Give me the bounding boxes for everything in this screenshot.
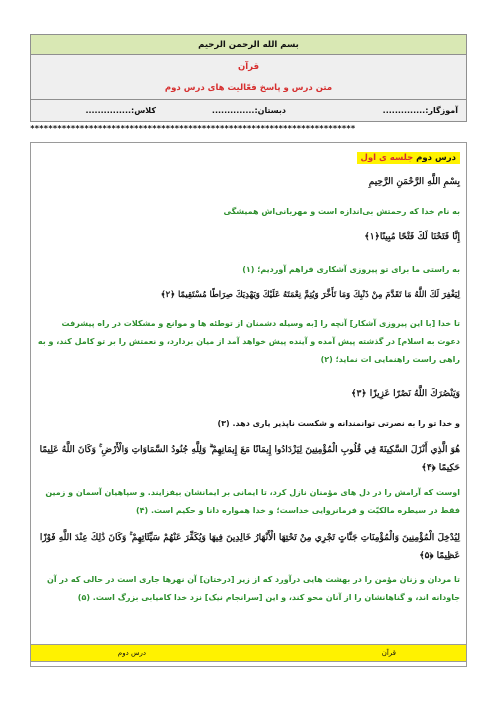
translation-4: اوست که آرامش را در دل های مؤمنان نازل کرد، تا ایمانی بر ایمانشان بیفزایند. و سپاهیان آسمان و زمین فقط در سیطره مالکیّت و فرمانروایی خداست؛ و خدا همواره دانا و حکیم است. (۴) (45, 488, 460, 515)
verse-1: إِنَّا فَتَحْنَا لَكَ فَتْحًا مُبِينًا﴿۱﴾ (364, 232, 460, 242)
translation-5: تا مردان و زنان مؤمن را در بهشت هایی درآورد که از زیر [درختان] آن نهرها جاری است در حالی که در آن جاودانه اند، و گناهانشان را از آنان محو کند، و این [سرانجام نیک] نزد خدا کامیابی بزرگ است. (۵) (46, 575, 460, 602)
topic-title: متن درس و پاسخ فعّالیت های درس دوم (164, 83, 333, 93)
verse-3: وَيَنْصُرَكَ اللَّهُ نَصْرًا عَزِيزًا ﴿۳﴾ (351, 389, 460, 399)
footer-subject: قرآن (381, 649, 396, 657)
page-footer (30, 644, 467, 662)
lesson-heading (357, 152, 460, 164)
basmala-title: بسم الله الرحمن الرحیم (31, 35, 466, 55)
translation-3: و خدا تو را به نصرتی توانمندانه و شکست ناپذیر یاری دهد. (۳) (217, 419, 460, 428)
class-field: کلاس:............... (85, 106, 156, 115)
verse-5: لِيُدْخِلَ الْمُؤْمِنِينَ وَالْمُؤْمِنَاتِ جَنَّاتٍ تَجْرِي مِنْ تَحْتِهَا الْأَنْهَارُ خَالِدِينَ فِيهَا وَيُكَفِّرَ عَنْهُمْ سَيِّئَاتِهِمْ ۚ وَكَانَ ذَٰلِكَ عِنْدَ اللَّهِ فَوْزًا عَظِيمًا ﴿۵﴾ (39, 533, 460, 561)
verse-2: لِيَغْفِرَ لَكَ اللَّهُ مَا تَقَدَّمَ مِنْ ذَنْبِكَ وَمَا تَأَخَّرَ وَيُتِمَّ نِعْمَتَهُ عَلَيْكَ وَيَهْدِيَكَ صِرَاطًا مُسْتَقِيمًا ﴿۲﴾ (160, 289, 460, 299)
info-fields (31, 99, 466, 121)
star-divider: ************************************************************************ (30, 124, 356, 133)
footer-lesson: درس دوم (117, 649, 146, 657)
lesson-content (30, 142, 467, 667)
verse-basmala: بِسْمِ اللَّهِ الرَّحْمَنِ الرَّحِیمِ (368, 177, 460, 187)
lesson-heading-session: جلسه ی اول (360, 153, 414, 163)
school-field: دبستان:.............. (211, 106, 286, 115)
translation-basmala: به نام خدا که رحمتش بی‌اندازه است و مهربانی‌اش همیشگی (223, 207, 460, 216)
translation-2: تا خدا [با این پیروزی آشکار] آنچه را [به وسیله دشمنان از توطئه ها و موانع و مشکلات در راه پیشرفت دعوت به اسلام] در گذشته پیش آمده و آینده پیش خواهد آمد از میان بردارد، و نعمتش را بر تو کامل کند، و به راهی راست راهنمایی ات نماید؛ (۲) (37, 319, 460, 364)
teacher-field: آموزگار:.............. (382, 106, 458, 115)
subject-title: قرآن (237, 62, 260, 72)
lesson-heading-title: درس دوم (416, 153, 456, 163)
translation-1: به راستی ما برای تو پیروزی آشکاری فراهم آوردیم؛ (۱) (242, 265, 460, 274)
verse-4: هُوَ الَّذِي أَنْزَلَ السَّكِينَةَ فِي قُلُوبِ الْمُؤْمِنِينَ لِيَزْدَادُوا إِيمَانًا مَعَ إِيمَانِهِمْ ۗ وَلِلَّهِ جُنُودُ السَّمَاوَاتِ وَالْأَرْضِ ۚ وَكَانَ اللَّهُ عَلِيمًا حَكِيمًا ﴿۴﴾ (39, 445, 460, 473)
header-box (30, 34, 467, 122)
